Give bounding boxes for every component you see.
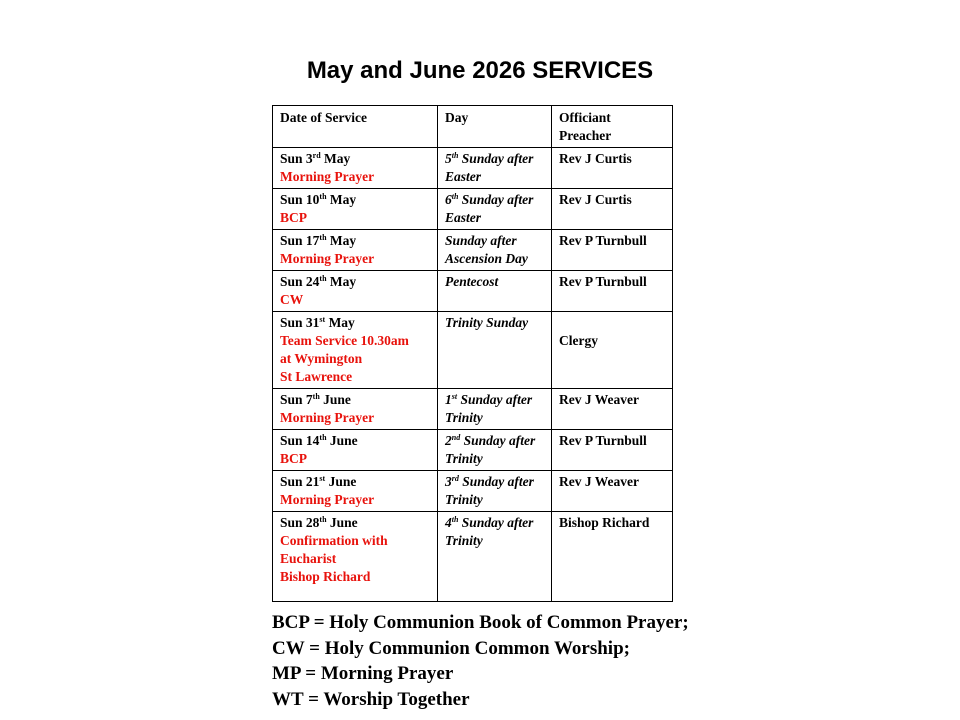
- liturgical-day: [445, 273, 544, 291]
- header-officiant-preacher: [552, 106, 673, 148]
- service-date: [280, 150, 430, 168]
- date-month: May: [326, 192, 357, 207]
- table-row: [273, 148, 673, 189]
- service-date: [280, 191, 430, 209]
- service-date: [280, 273, 430, 291]
- date-cell: [273, 271, 438, 312]
- date-month: June: [319, 392, 351, 407]
- date-day: Sun 14: [280, 433, 320, 448]
- liturgical-day: [445, 473, 544, 509]
- liturgical-day: [445, 391, 544, 427]
- day-text: Sunday after Trinity: [445, 515, 534, 548]
- date-ordinal-suffix: th: [319, 274, 327, 283]
- service-type: BCP: [280, 451, 307, 466]
- day-number: 5: [445, 151, 452, 166]
- service-date: [280, 432, 430, 450]
- service-date: [280, 314, 430, 332]
- day-number: 3: [445, 474, 452, 489]
- legend-line-mp: MP = Morning Prayer: [272, 663, 454, 684]
- officiant-name: Rev P Turnbull: [559, 433, 647, 448]
- day-cell: [438, 271, 552, 312]
- service-type: BCP: [280, 210, 307, 225]
- date-cell: [273, 512, 438, 602]
- day-cell: [438, 512, 552, 602]
- day-cell: [438, 389, 552, 430]
- officiant-cell: [552, 189, 673, 230]
- day-number: 2: [445, 433, 452, 448]
- table-row: [273, 512, 673, 602]
- header-officiant-text: Officiant Preacher: [559, 110, 612, 143]
- liturgical-day: [445, 150, 544, 186]
- legend-line-wt: WT = Worship Together: [272, 688, 470, 710]
- day-number: 6: [445, 192, 452, 207]
- header-date-of-service: Date of Service: [273, 106, 438, 148]
- officiant-cell: [552, 312, 673, 389]
- day-ordinal-suffix: nd: [451, 433, 461, 442]
- date-ordinal-suffix: th: [319, 433, 327, 442]
- date-month: May: [326, 233, 357, 248]
- service-date: [280, 514, 430, 532]
- date-day: Sun 3: [280, 151, 313, 166]
- officiant-name: Rev J Weaver: [559, 392, 639, 407]
- table-row: [273, 271, 673, 312]
- liturgical-day: [445, 314, 544, 332]
- header-day: Day: [438, 106, 552, 148]
- service-type: Morning Prayer: [280, 169, 375, 184]
- service-type: Morning Prayer: [280, 410, 375, 425]
- officiant-cell: [552, 389, 673, 430]
- date-day: Sun 7: [280, 392, 313, 407]
- day-text: Sunday after Trinity: [445, 392, 533, 425]
- date-cell: [273, 430, 438, 471]
- day-number: 4: [445, 515, 452, 530]
- service-type: Team Service 10.30am at Wymington St Lawrence: [280, 333, 409, 384]
- day-text: Sunday after Trinity: [445, 433, 536, 466]
- table-row: [273, 189, 673, 230]
- day-cell: [438, 230, 552, 271]
- day-number: 1: [445, 392, 452, 407]
- date-day: Sun 31: [280, 315, 320, 330]
- date-ordinal-suffix: th: [319, 192, 327, 201]
- officiant-cell: [552, 230, 673, 271]
- date-cell: [273, 148, 438, 189]
- date-day: Sun 28: [280, 515, 320, 530]
- officiant-cell: [552, 512, 673, 602]
- liturgical-day: [445, 232, 544, 268]
- services-table: [272, 105, 673, 602]
- legend-line-bcp: BCP = Holy Communion Book of Common Prayer;: [272, 612, 689, 633]
- officiant-name: Rev J Curtis: [559, 151, 632, 166]
- officiant-cell: [552, 471, 673, 512]
- service-type: Morning Prayer: [280, 492, 375, 507]
- date-month: June: [325, 474, 357, 489]
- officiant-cell: [552, 148, 673, 189]
- date-ordinal-suffix: th: [319, 515, 327, 524]
- date-day: Sun 10: [280, 192, 320, 207]
- day-ordinal-suffix: st: [451, 392, 458, 401]
- liturgical-day: [445, 191, 544, 227]
- officiant-cell: [552, 271, 673, 312]
- day-text: Pentecost: [445, 274, 499, 289]
- date-cell: [273, 230, 438, 271]
- date-month: June: [326, 515, 358, 530]
- date-ordinal-suffix: th: [312, 392, 320, 401]
- officiant-name: Rev J Curtis: [559, 192, 632, 207]
- day-cell: [438, 471, 552, 512]
- date-ordinal-suffix: st: [319, 474, 326, 483]
- service-type: Confirmation with Eucharist Bishop Richard: [280, 533, 388, 584]
- date-ordinal-suffix: st: [319, 315, 326, 324]
- day-cell: [438, 430, 552, 471]
- liturgical-day: [445, 432, 544, 468]
- date-month: June: [326, 433, 358, 448]
- day-text: Sunday after Trinity: [445, 474, 534, 507]
- table-row: [273, 389, 673, 430]
- day-ordinal-suffix: th: [451, 151, 459, 160]
- officiant-cell: [552, 430, 673, 471]
- date-ordinal-suffix: rd: [312, 151, 321, 160]
- day-ordinal-suffix: th: [451, 515, 459, 524]
- date-month: May: [320, 151, 351, 166]
- date-day: Sun 17: [280, 233, 320, 248]
- day-text: Sunday after Ascension Day: [445, 233, 528, 266]
- service-date: [280, 391, 430, 409]
- day-ordinal-suffix: rd: [451, 474, 459, 483]
- table-row: [273, 430, 673, 471]
- date-cell: [273, 189, 438, 230]
- day-cell: [438, 312, 552, 389]
- date-cell: [273, 389, 438, 430]
- table-row: [273, 312, 673, 389]
- date-cell: [273, 471, 438, 512]
- service-date: [280, 232, 430, 250]
- service-type: Morning Prayer: [280, 251, 375, 266]
- officiant-name: Rev P Turnbull: [559, 233, 647, 248]
- day-cell: [438, 148, 552, 189]
- date-cell: [273, 312, 438, 389]
- day-text: Sunday after Easter: [445, 151, 534, 184]
- page-title: May and June 2026 SERVICES: [306, 57, 654, 84]
- table-row: [273, 471, 673, 512]
- liturgical-day: [445, 514, 544, 550]
- date-month: May: [325, 315, 355, 330]
- date-ordinal-suffix: th: [319, 233, 327, 242]
- officiant-name: Bishop Richard: [559, 515, 650, 530]
- date-month: May: [326, 274, 357, 289]
- date-day: Sun 21: [280, 474, 320, 489]
- officiant-name: Rev J Weaver: [559, 474, 639, 489]
- day-text: Sunday after Easter: [445, 192, 534, 225]
- date-day: Sun 24: [280, 274, 320, 289]
- day-ordinal-suffix: th: [451, 192, 459, 201]
- legend: [272, 610, 689, 712]
- legend-line-cw: CW = Holy Communion Common Worship;: [272, 637, 630, 659]
- service-date: [280, 473, 430, 491]
- table-row: [273, 230, 673, 271]
- day-cell: [438, 189, 552, 230]
- table-header-row: [273, 106, 673, 148]
- service-type: CW: [280, 292, 304, 307]
- day-text: Trinity Sunday: [445, 315, 529, 330]
- officiant-name: Rev P Turnbull: [559, 274, 647, 289]
- officiant-name: Clergy: [559, 333, 598, 348]
